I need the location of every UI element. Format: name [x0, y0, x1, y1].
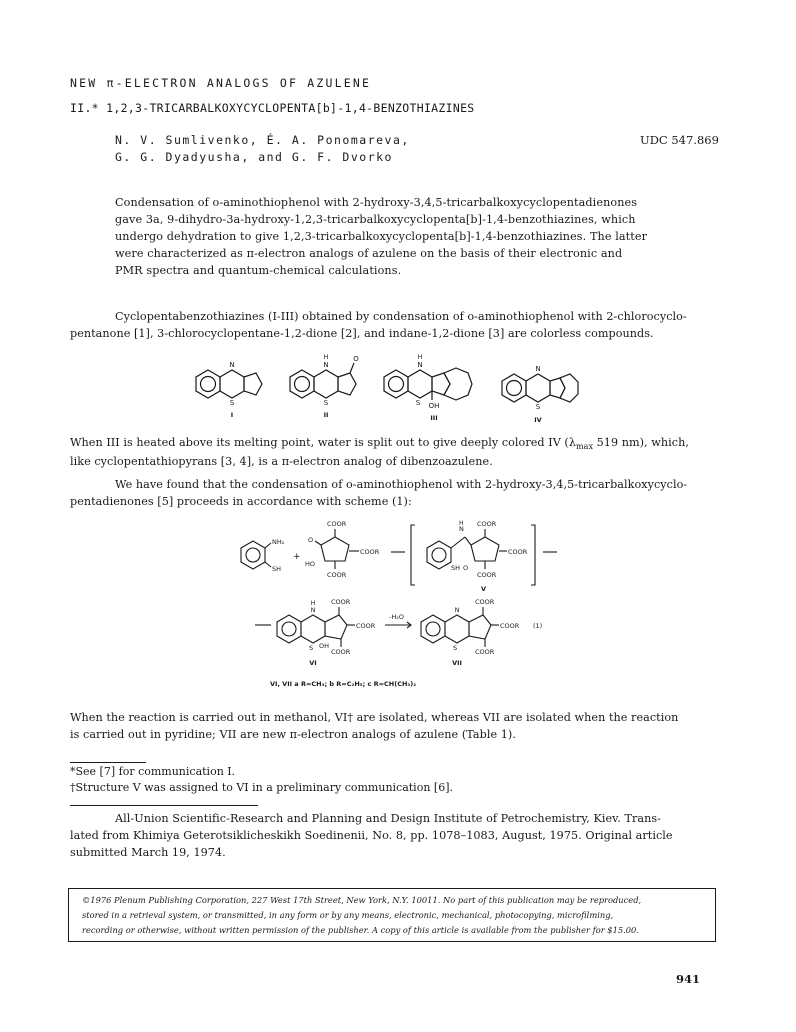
atom-O: O [353, 355, 359, 363]
para2-text: 519 nm), which, [593, 436, 689, 449]
structure-label-I: I [230, 411, 234, 419]
paragraph-line: pentanone [1], 3-chlorocyclopentane-1,2-dione [2], and indane-1,2-dione [3] are colorless compounds. [70, 327, 654, 340]
structure-V [411, 520, 535, 593]
equation-number: (1) [533, 622, 543, 630]
group-COOR: COOR [500, 622, 520, 630]
article-subtitle: II.* 1,2,3-TRICARBALKOXYCYCLOPENTA[b]-1,4-BENZOTHIAZINES [70, 101, 475, 115]
atom-S: S [323, 399, 329, 407]
structure-label-II: II [323, 411, 329, 419]
structure-IV [502, 365, 578, 424]
lambda-subscript: max [575, 442, 594, 452]
structure-VII [421, 598, 520, 667]
group-COOR: COOR [327, 520, 347, 528]
atom-H: H [417, 353, 423, 361]
atom-N: N [535, 365, 541, 373]
copyright-line: ©1976 Plenum Publishing Corporation, 227 West 17th Street, New York, N.Y. 10011. No part of this publication may be reproduced, [82, 895, 642, 905]
group-COOR: COOR [477, 520, 497, 528]
atom-O: O [463, 564, 469, 572]
structure-label-VI: VI [309, 659, 317, 667]
group-COOR: COOR [508, 548, 528, 556]
structures-I-IV [180, 352, 580, 432]
atom-S: S [535, 403, 541, 411]
paragraph-line: like cyclopentathiopyrans [3, 4], is a π-electron analog of dibenzoazulene. [70, 455, 493, 468]
group-COOR: COOR [475, 648, 495, 656]
affiliation-line: All-Union Scientific-Research and Planning and Design Institute of Petrochemistry, Kiev. Trans- [115, 812, 661, 825]
group-SH: SH [451, 564, 461, 572]
structure-label-III: III [430, 414, 438, 422]
authors-line-2: G. G. Dyadyusha, and G. F. Dvorko [115, 150, 393, 164]
atom-N: N [459, 525, 464, 533]
footnote-2: †Structure V was assigned to VI in a preliminary communication [6]. [70, 781, 453, 794]
atom-H: H [323, 353, 329, 361]
page-number: 941 [676, 972, 701, 986]
article-title: NEW π-ELECTRON ANALOGS OF AZULENE [70, 76, 372, 90]
atom-S: S [309, 644, 314, 652]
copyright-line: recording or otherwise, without written permission of the publisher. A copy of this article is available from the publisher for $15.00. [82, 925, 639, 935]
structure-II [290, 353, 359, 419]
udc-code: UDC 547.869 [640, 133, 719, 147]
group-OH: OH [319, 642, 330, 650]
abstract-line: gave 3a, 9-dihydro-3a-hydroxy-1,2,3-tricarbalkoxycyclopenta[b]-1,4-benzothiazines, which [115, 213, 636, 226]
paragraph-line: We have found that the condensation of o-aminothiophenol with 2-hydroxy-3,4,5-tricarbalkoxycyclo- [115, 478, 688, 491]
affiliation-line: lated from Khimiya Geterotsiklicheskikh Soedinenii, No. 8, pp. 1078–1083, August, 1975. Original article [70, 829, 673, 842]
structure-VI [277, 598, 376, 667]
structure-label-V: V [481, 585, 487, 593]
structure-label-VII: VII [452, 659, 462, 667]
affiliation-rule [70, 805, 258, 806]
group-NH2: NH₂ [272, 538, 285, 546]
atom-H: H [310, 600, 316, 607]
abstract-line: Condensation of o-aminothiophenol with 2-hydroxy-3,4,5-tricarbalkoxycyclopentadienones [115, 196, 638, 209]
atom-N: N [454, 606, 460, 614]
abstract-line: undergo dehydration to give 1,2,3-tricarbalkoxycyclopenta[b]-1,4-benzothiazines. The latter [115, 230, 648, 243]
group-OH: OH [428, 402, 440, 410]
atom-O: O [308, 536, 314, 544]
group-HO: HO [305, 560, 316, 568]
paragraph-line: is carried out in pyridine; VII are new π-electron analogs of azulene (Table 1). [70, 728, 516, 741]
reaction-scheme [225, 515, 605, 695]
paragraph-line [70, 436, 689, 451]
structure-label-IV: IV [534, 416, 542, 424]
abstract-line: were characterized as π-electron analogs of azulene on the basis of their electronic and [115, 247, 623, 260]
structure-III [384, 353, 472, 422]
atom-N: N [417, 361, 423, 369]
group-COOR: COOR [327, 571, 347, 579]
atom-S: S [415, 399, 421, 407]
scheme-legend: VI, VII a R=CH₃; b R=C₂H₅; c R=CH(CH₃)₂ [270, 680, 417, 688]
group-SH: SH [272, 565, 282, 573]
group-COOR: COOR [477, 571, 497, 579]
atom-N: N [323, 361, 329, 369]
group-COOR: COOR [331, 598, 351, 606]
structure-I [196, 361, 262, 419]
atom-H: H [459, 520, 464, 527]
paragraph-line: Cyclopentabenzothiazines (I-III) obtained by condensation of o-aminothiophenol with 2-chlorocyclo- [115, 310, 687, 323]
authors-line-1: N. V. Sumlivenko, É. A. Ponomareva, [115, 133, 410, 147]
footnote-rule [70, 762, 146, 763]
group-COOR: COOR [360, 548, 380, 556]
cyclopentadienone [305, 520, 380, 579]
atom-S: S [453, 644, 458, 652]
group-COOR: COOR [356, 622, 376, 630]
paragraph-line: When the reaction is carried out in methanol, VI† are isolated, whereas VII are isolated when the reaction [70, 711, 679, 724]
minus-water-label: -H₂O [389, 613, 404, 621]
atom-S: S [229, 399, 235, 407]
group-COOR: COOR [331, 648, 351, 656]
para2-text: When III is heated above its melting point, water is split out to give deeply colored IV (λ [70, 436, 576, 449]
plus-sign: + [293, 552, 301, 562]
abstract-line: PMR spectra and quantum-chemical calculations. [115, 264, 402, 277]
paragraph-line: pentadienones [5] proceeds in accordance with scheme (1): [70, 495, 412, 508]
group-COOR: COOR [475, 598, 495, 606]
footnote-1: *See [7] for communication I. [70, 765, 236, 778]
affiliation-line: submitted March 19, 1974. [70, 846, 226, 859]
atom-N: N [229, 361, 235, 369]
o-aminothiophenol [241, 538, 285, 573]
atom-N: N [310, 606, 316, 614]
copyright-line: stored in a retrieval system, or transmitted, in any form or by any means, electronic, mechanical, photocopying, microfilming, [82, 910, 614, 920]
